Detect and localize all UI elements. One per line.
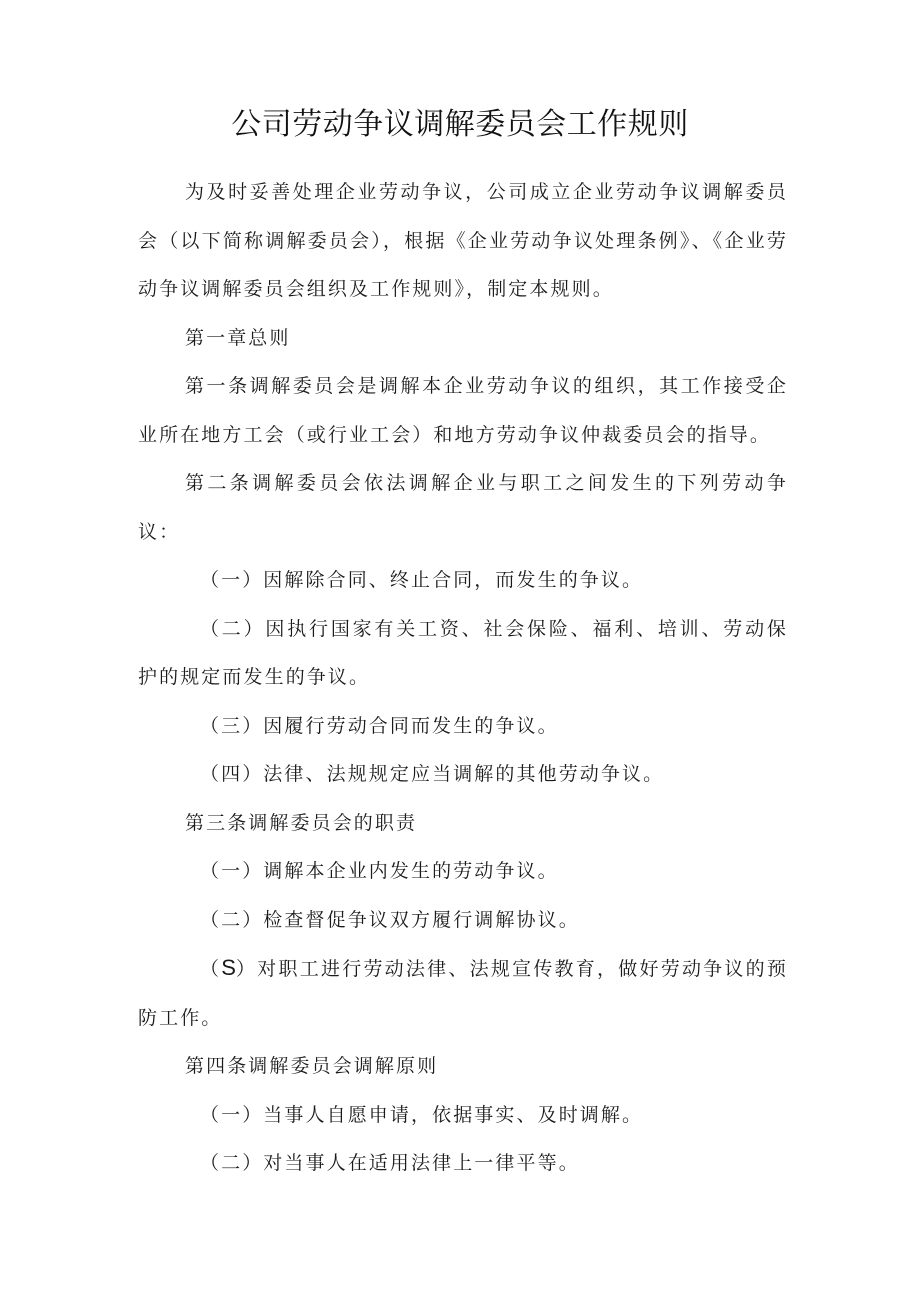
item-open-paren: （ xyxy=(200,958,222,980)
document-title: 公司劳动争议调解委员会工作规则 xyxy=(231,107,689,142)
article-3-item-1: （一）调解本企业内发生的劳动争议。 xyxy=(200,860,559,882)
article-1: 第一条调解委员会是调解本企业劳动争议的组织，其工作接受企业所在地方工会（或行业工会）和地方劳动争议仲裁委员会的指导。 xyxy=(138,375,788,446)
article-2: 第二条调解委员会依法调解企业与职工之间发生的下列劳动争议： xyxy=(138,472,788,543)
article-2-item-3: （三）因履行劳动合同而发生的争议。 xyxy=(200,714,559,737)
preamble-paragraph: 为及时妥善处理企业劳动争议，公司成立企业劳动争议调解委员会（以下简称调解委员会），根据《企业劳动争议处理条例》、《企业劳动争议调解委员会组织及工作规则》，制定本规则。 xyxy=(138,181,788,300)
article-3-item-2: （二）检查督促争议双方履行调解协议。 xyxy=(200,908,580,931)
item-text: ）对职工进行劳动法律、法规宣传教育，做好劳动争议的预防工作。 xyxy=(138,958,788,1029)
item-marker: S xyxy=(221,955,236,980)
article-3: 第三条调解委员会的职责 xyxy=(185,811,418,834)
article-4-item-1: （一）当事人自愿申请，依据事实、及时调解。 xyxy=(200,1103,644,1126)
article-2-item-2: （二）因执行国家有关工资、社会保险、福利、培训、劳动保护的规定而发生的争议。 xyxy=(138,617,788,688)
article-3-item-3 xyxy=(138,944,788,1042)
article-4-item-2: （二）对当事人在适用法律上一律平等。 xyxy=(200,1152,580,1174)
article-4: 第四条调解委员会调解原则 xyxy=(185,1055,439,1077)
article-2-item-1: （一）因解除合同、终止合同，而发生的争议。 xyxy=(200,569,644,591)
document-body xyxy=(138,168,788,1188)
article-2-item-4: （四）法律、法规规定应当调解的其他劳动争议。 xyxy=(200,763,665,785)
chapter-heading: 第一章总则 xyxy=(185,326,291,349)
